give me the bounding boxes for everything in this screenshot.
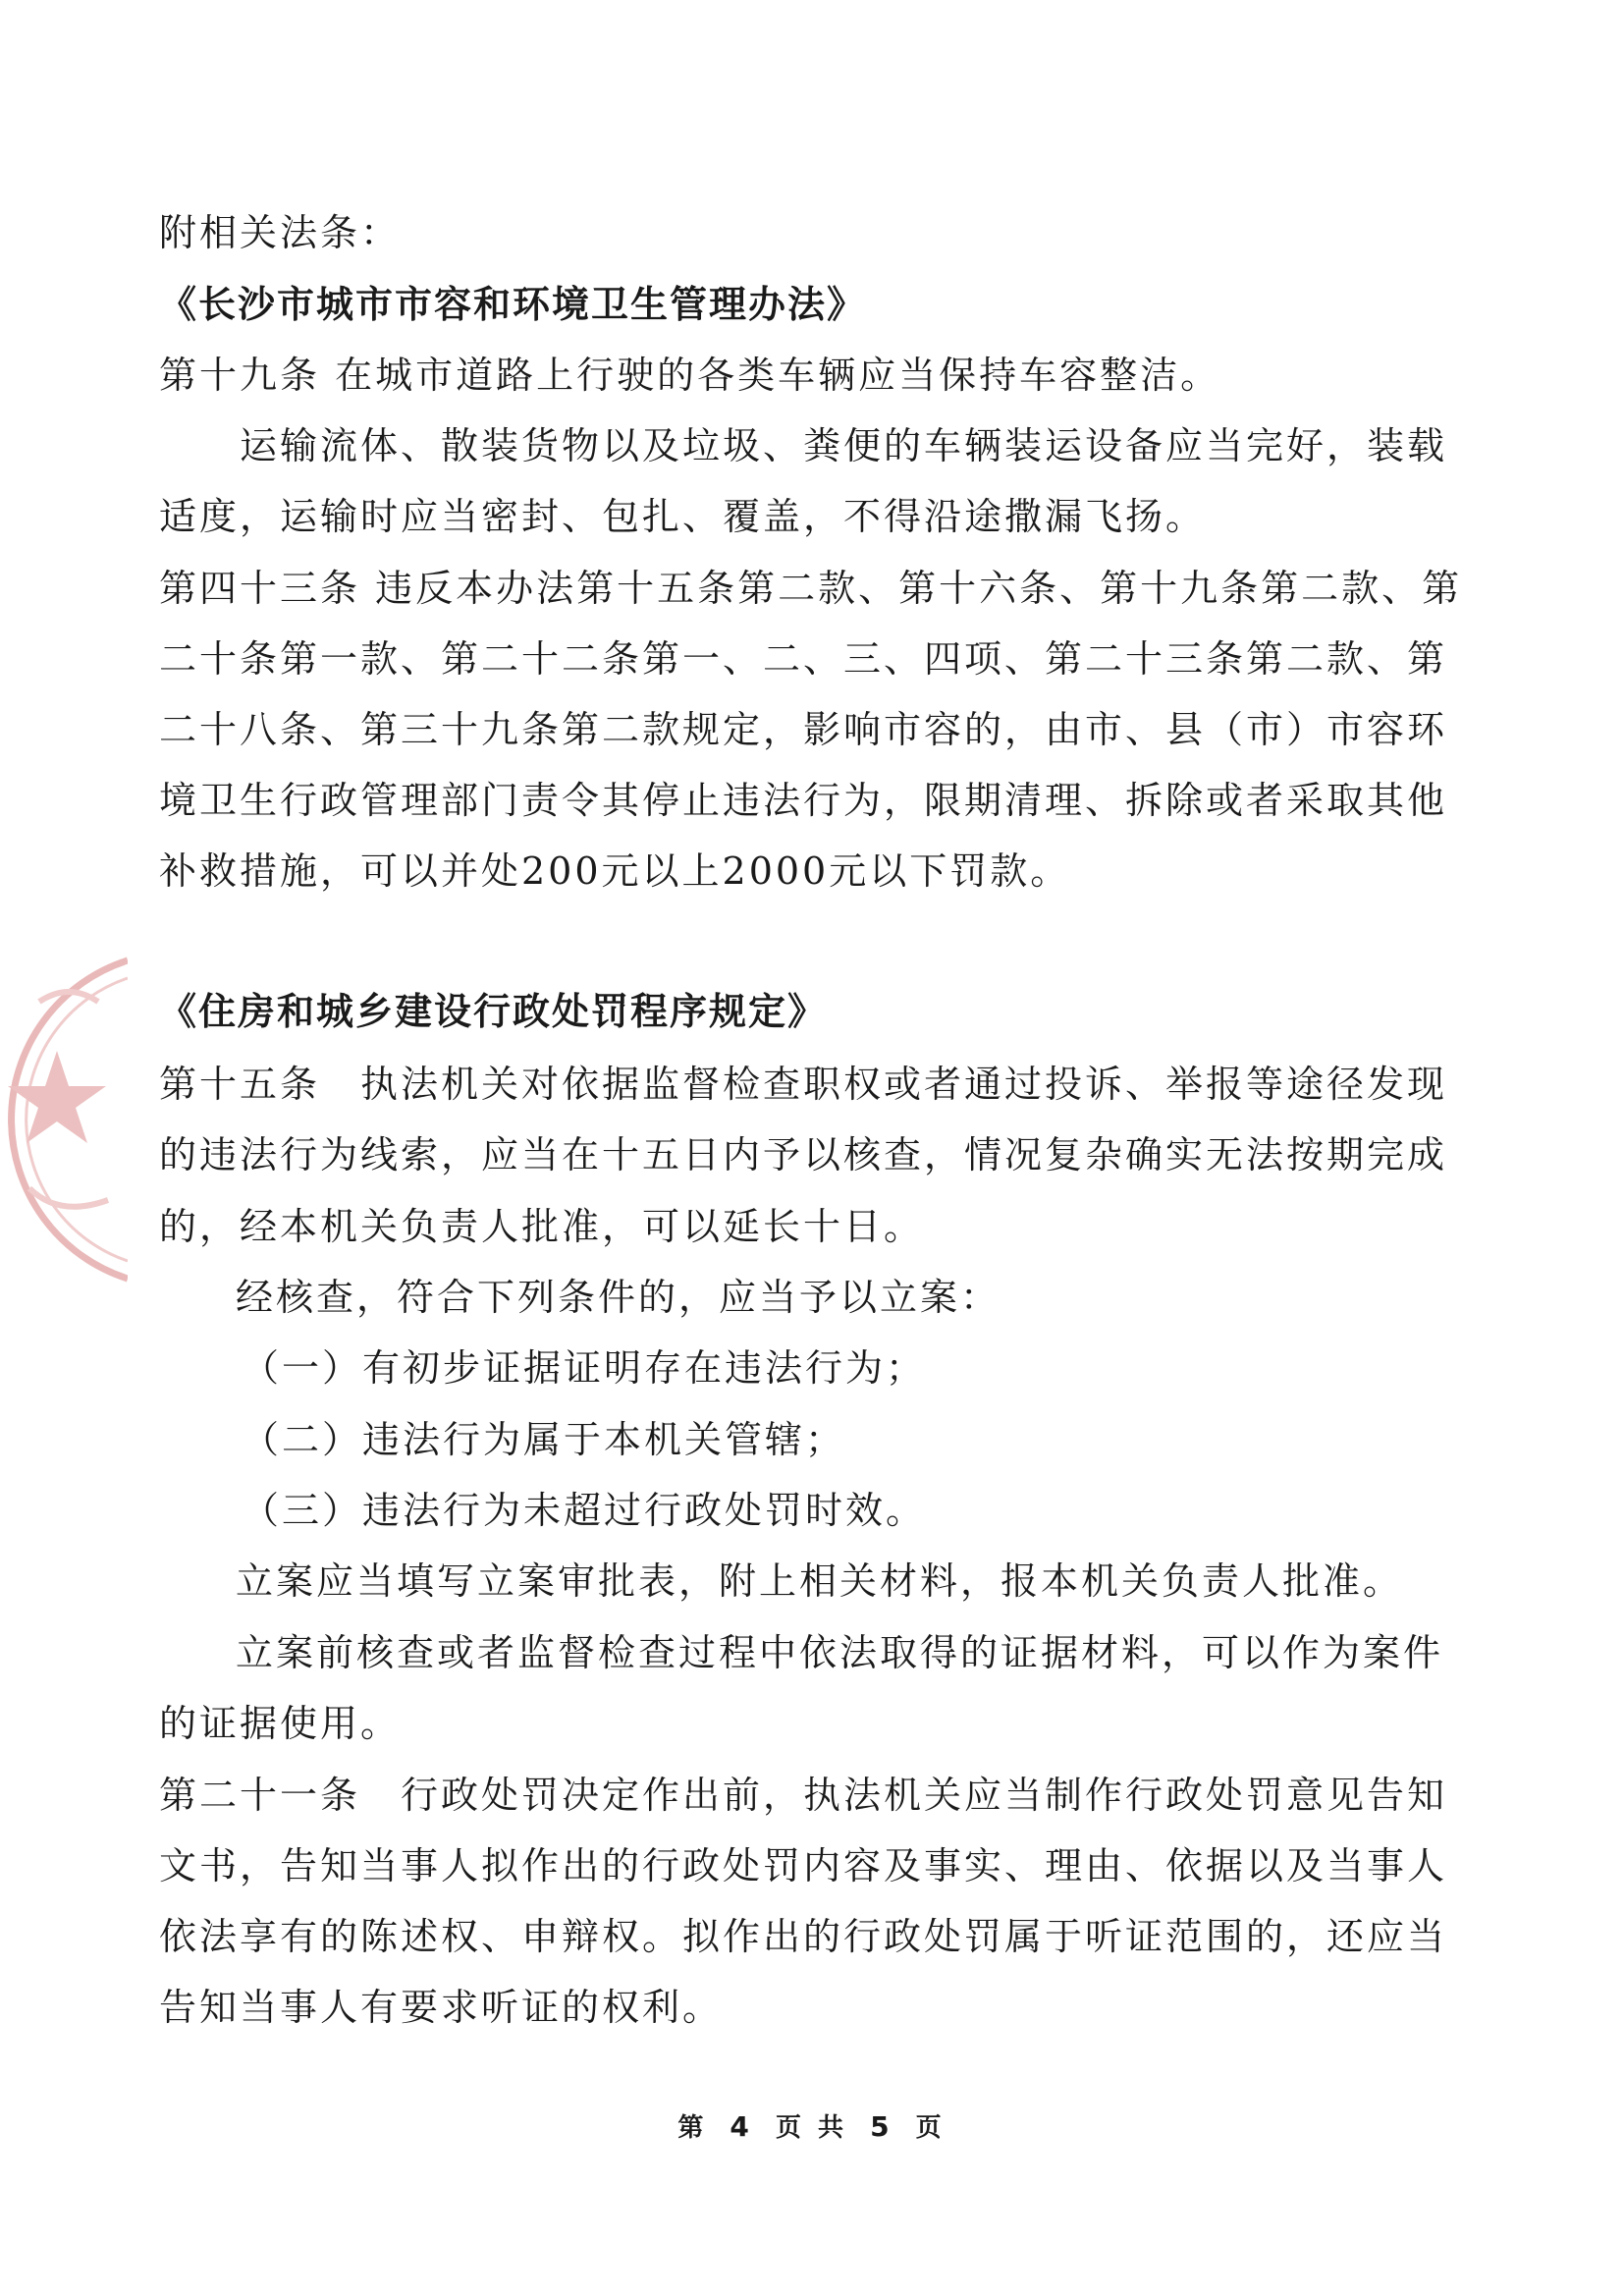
page-label-suffix: 页 xyxy=(915,2113,946,2143)
law-article-line: 第十九条 在城市道路上行驶的各类车辆应当保持车容整洁。 xyxy=(159,354,1221,397)
law-article-line: 第四十三条 违反本办法第十五条第二款、第十六条、第十九条第二款、第 xyxy=(159,567,1463,610)
law-article-line: 依法享有的陈述权、申辩权。拟作出的行政处罚属于听证范围的，还应当 xyxy=(159,1915,1448,1958)
law-article-line: 境卫生行政管理部门责令其停止违法行为，限期清理、拆除或者采取其他 xyxy=(159,779,1448,822)
law-article-line: 的证据使用。 xyxy=(159,1702,402,1745)
law-list-item: （一）有初步证据证明存在违法行为； xyxy=(242,1346,927,1390)
law-list-item: （二）违法行为属于本机关管辖； xyxy=(242,1418,846,1461)
law-title: 《住房和城乡建设行政处罚程序规定》 xyxy=(159,989,828,1033)
law-article-line: 立案应当填写立案审批表，附上相关材料，报本机关负责人批准。 xyxy=(236,1559,1404,1603)
law-article-line: 的，经本机关负责人批准，可以延长十日。 xyxy=(159,1205,925,1248)
law-article-line: 二十条第一款、第二十二条第一、二、三、四项、第二十三条第二款、第 xyxy=(159,637,1448,681)
total-pages-number: 5 xyxy=(870,2110,893,2143)
law-article-line: 第十五条 执法机关对依据监督检查职权或者通过投诉、举报等途径发现 xyxy=(159,1063,1448,1106)
law-article-line: 立案前核查或者监督检查过程中依法取得的证据材料，可以作为案件 xyxy=(236,1631,1444,1674)
law-article-line: 补救措施，可以并处200元以上2000元以下罚款。 xyxy=(159,849,1071,893)
page-label-middle: 页 共 xyxy=(775,2113,848,2143)
law-article-line: 适度，运输时应当密封、包扎、覆盖，不得沿途撒漏飞扬。 xyxy=(159,495,1207,538)
law-list-item: （三）违法行为未超过行政处罚时效。 xyxy=(242,1489,927,1532)
official-seal-stamp xyxy=(0,943,128,1296)
law-article-line: 的违法行为线索，应当在十五日内予以核查，情况复杂确实无法按期完成 xyxy=(159,1133,1448,1176)
law-article-line: 告知当事人有要求听证的权利。 xyxy=(159,1986,724,2029)
law-article-line: 第二十一条 行政处罚决定作出前，执法机关应当制作行政处罚意见告知 xyxy=(159,1774,1448,1817)
page-footer xyxy=(0,2111,1623,2144)
law-title: 《长沙市城市市容和环境卫生管理办法》 xyxy=(159,282,867,326)
law-article-line: 运输流体、散装货物以及垃圾、粪便的车辆装运设备应当完好，装载 xyxy=(240,424,1448,467)
law-article-line: 经核查，符合下列条件的，应当予以立案： xyxy=(236,1276,1001,1319)
law-article-line: 二十八条、第三十九条第二款规定，影响市容的，由市、县（市）市容环 xyxy=(159,708,1448,751)
current-page-number: 4 xyxy=(730,2110,753,2143)
attachment-heading: 附相关法条： xyxy=(159,211,402,254)
page-label-prefix: 第 xyxy=(677,2113,708,2143)
law-article-line: 文书，告知当事人拟作出的行政处罚内容及事实、理由、依据以及当事人 xyxy=(159,1844,1448,1887)
